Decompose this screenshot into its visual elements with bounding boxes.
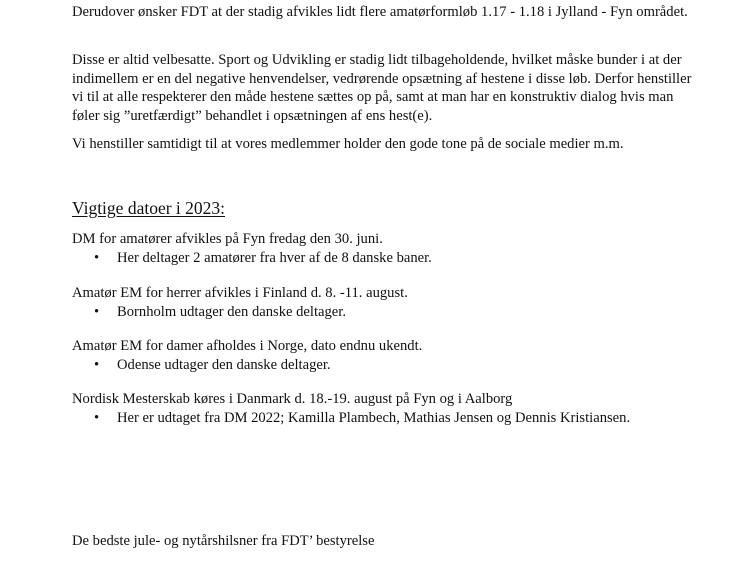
- date-item-4: [72, 390, 692, 428]
- paragraph-text: Derudover ønsker FDT at der stadig afvikles lidt flere amatørformløb 1.17 - 1.18 i Jylland - Fyn området.: [72, 4, 688, 20]
- bullet-icon: •: [94, 410, 100, 426]
- bullet-item: [72, 409, 692, 428]
- bullet-text: Her er udtaget fra DM 2022; Kamilla Plambech, Mathias Jensen og Dennis Kristiansen.: [117, 410, 631, 426]
- bullet-text: Her deltager 2 amatører fra hver af de 8 danske baner.: [117, 250, 432, 266]
- date-item-text: Amatør EM for herrer afvikles i Finland d. 8. -11. august.: [72, 285, 408, 301]
- bullet-item: [72, 356, 692, 375]
- bullet-item: [72, 249, 692, 268]
- closing-greeting: [72, 532, 692, 551]
- date-item-text: DM for amatører afvikles på Fyn fredag den 30. juni.: [72, 231, 383, 247]
- intro-paragraph-1: [72, 3, 692, 22]
- date-item-text: Nordisk Mesterskab køres i Danmark d. 18.-19. august på Fyn og i Aalborg: [72, 391, 513, 407]
- paragraph-text: Vi henstiller samtidigt til at vores medlemmer holder den gode tone på de sociale medier m.m.: [72, 136, 624, 152]
- intro-paragraph-2: [72, 51, 692, 125]
- date-item-2: [72, 284, 692, 322]
- bullet-icon: •: [94, 357, 100, 373]
- closing-text: De bedste jule- og nytårshilsner fra FDT’ bestyrelse: [72, 533, 375, 549]
- bullet-text: Odense udtager den danske deltager.: [117, 357, 331, 373]
- bullet-text: Bornholm udtager den danske deltager.: [117, 304, 346, 320]
- dates-heading: [72, 198, 692, 218]
- section-heading: Vigtige datoer i 2023:: [72, 198, 226, 218]
- bullet-icon: •: [94, 250, 100, 266]
- bullet-icon: •: [94, 304, 100, 320]
- date-item-text: Amatør EM for damer afholdes i Norge, dato endnu ukendt.: [72, 338, 423, 354]
- intro-paragraph-3: [72, 135, 692, 154]
- bullet-item: [72, 303, 692, 322]
- date-item-1: [72, 230, 692, 268]
- date-item-3: [72, 337, 692, 375]
- paragraph-text: Disse er altid velbesatte. Sport og Udvikling er stadig lidt tilbageholdende, hvilket måske bunder i at der indimellem er en del negative henvendelser, vedrørende opsætning af hestene i disse løb. Derfor henstiller vi til at alle respekterer den måde hestene sættes op på, samt at man har en konstruktiv dialog hvis man føler sig ”uretfærdigt” behandlet i opsætningen af ens hest(e).: [72, 52, 692, 124]
